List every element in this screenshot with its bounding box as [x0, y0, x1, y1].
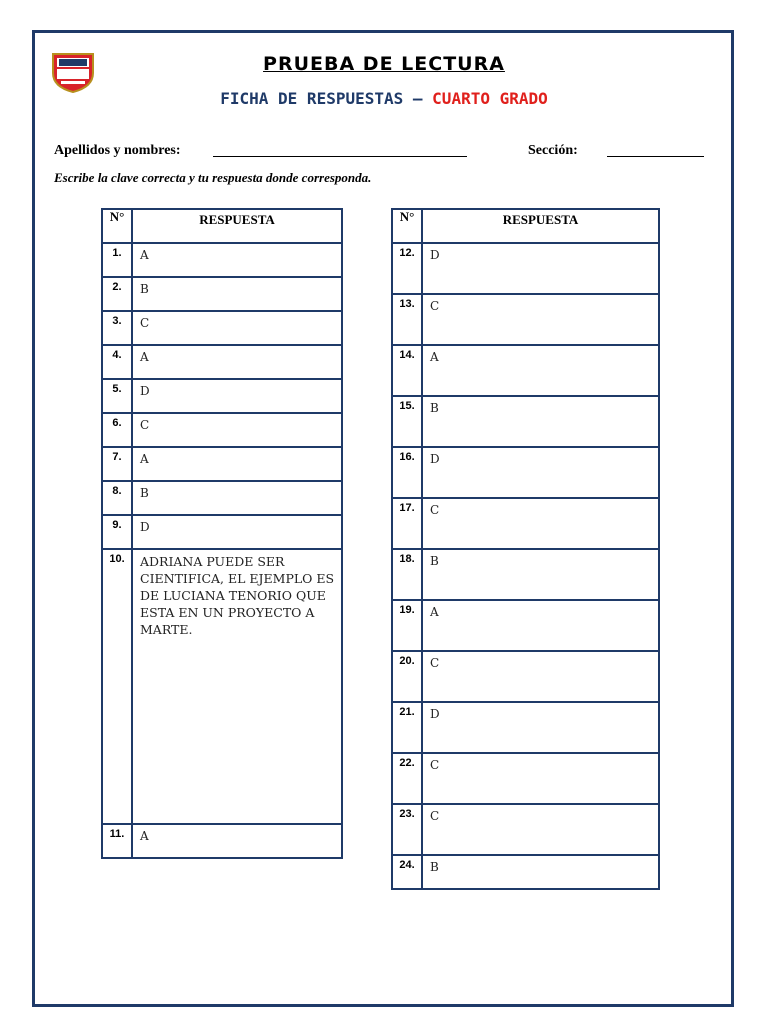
- section-label: Sección:: [528, 143, 578, 158]
- question-number: 9.: [102, 515, 132, 549]
- answer-cell[interactable]: C: [422, 753, 659, 804]
- answer-cell[interactable]: A: [422, 345, 659, 396]
- question-number: 14.: [392, 345, 422, 396]
- column-header-response: RESPUESTA: [132, 209, 342, 243]
- table-row: [102, 277, 342, 311]
- question-number: 10.: [102, 549, 132, 824]
- column-header-number: N°: [392, 209, 422, 243]
- question-number: 4.: [102, 345, 132, 379]
- table-row: [102, 311, 342, 345]
- question-number: 12.: [392, 243, 422, 294]
- section-field-line[interactable]: [607, 156, 704, 157]
- name-label: Apellidos y nombres:: [54, 143, 181, 158]
- question-number: 13.: [392, 294, 422, 345]
- table-row: [392, 294, 659, 345]
- table-row: [102, 447, 342, 481]
- question-number: 20.: [392, 651, 422, 702]
- question-number: 8.: [102, 481, 132, 515]
- answer-cell[interactable]: D: [132, 379, 342, 413]
- question-number: 17.: [392, 498, 422, 549]
- question-number: 22.: [392, 753, 422, 804]
- table-row: [392, 600, 659, 651]
- subtitle-grade: CUARTO GRADO: [432, 89, 548, 108]
- table-row: [392, 396, 659, 447]
- column-header-number: N°: [102, 209, 132, 243]
- answer-cell[interactable]: C: [132, 311, 342, 345]
- answer-cell[interactable]: A: [132, 345, 342, 379]
- table-row: [102, 481, 342, 515]
- table-row: [102, 379, 342, 413]
- table-row: [102, 549, 342, 824]
- column-header-response: RESPUESTA: [422, 209, 659, 243]
- instructions: Escribe la clave correcta y tu respuesta donde corresponda.: [54, 170, 372, 185]
- answer-cell[interactable]: B: [422, 855, 659, 889]
- answer-cell[interactable]: D: [422, 243, 659, 294]
- answer-cell[interactable]: B: [132, 481, 342, 515]
- question-number: 16.: [392, 447, 422, 498]
- table-row: [392, 651, 659, 702]
- question-number: 6.: [102, 413, 132, 447]
- table-row: [392, 753, 659, 804]
- answer-cell[interactable]: C: [422, 804, 659, 855]
- table-row: [102, 515, 342, 549]
- table-row: [392, 447, 659, 498]
- answer-cell[interactable]: D: [132, 515, 342, 549]
- question-number: 2.: [102, 277, 132, 311]
- question-number: 21.: [392, 702, 422, 753]
- question-number: 19.: [392, 600, 422, 651]
- answer-cell[interactable]: B: [422, 549, 659, 600]
- question-number: 18.: [392, 549, 422, 600]
- table-row: [392, 855, 659, 889]
- question-number: 15.: [392, 396, 422, 447]
- name-field-line[interactable]: [213, 156, 467, 157]
- answer-cell[interactable]: A: [132, 243, 342, 277]
- question-number: 7.: [102, 447, 132, 481]
- table-row: [102, 413, 342, 447]
- table-row: [102, 243, 342, 277]
- subtitle-main: FICHA DE RESPUESTAS –: [220, 89, 423, 108]
- answer-cell[interactable]: A: [132, 447, 342, 481]
- answer-cell[interactable]: C: [422, 498, 659, 549]
- answer-cell[interactable]: ADRIANA PUEDE SER CIENTIFICA, EL EJEMPLO ES DE LUCIANA TENORIO QUE ESTA EN UN PROYECTO A MARTE.: [132, 549, 342, 824]
- answer-cell[interactable]: D: [422, 447, 659, 498]
- table-row: [392, 498, 659, 549]
- answer-cell[interactable]: D: [422, 702, 659, 753]
- answer-cell[interactable]: C: [422, 651, 659, 702]
- question-number: 3.: [102, 311, 132, 345]
- table-row: [102, 824, 342, 858]
- table-row: [392, 549, 659, 600]
- question-number: 24.: [392, 855, 422, 889]
- table-row: [392, 345, 659, 396]
- page-subtitle: [0, 89, 768, 108]
- page-title: PRUEBA DE LECTURA: [263, 53, 505, 75]
- table-row: [392, 243, 659, 294]
- answer-cell[interactable]: A: [132, 824, 342, 858]
- table-row: [102, 345, 342, 379]
- question-number: 5.: [102, 379, 132, 413]
- answer-cell[interactable]: C: [422, 294, 659, 345]
- answer-table-left: [101, 208, 343, 859]
- table-row: [392, 702, 659, 753]
- question-number: 23.: [392, 804, 422, 855]
- table-row: [392, 804, 659, 855]
- answer-table-right: [391, 208, 660, 890]
- question-number: 11.: [102, 824, 132, 858]
- answer-cell[interactable]: B: [422, 396, 659, 447]
- question-number: 1.: [102, 243, 132, 277]
- answer-cell[interactable]: B: [132, 277, 342, 311]
- answer-cell[interactable]: A: [422, 600, 659, 651]
- answer-cell[interactable]: C: [132, 413, 342, 447]
